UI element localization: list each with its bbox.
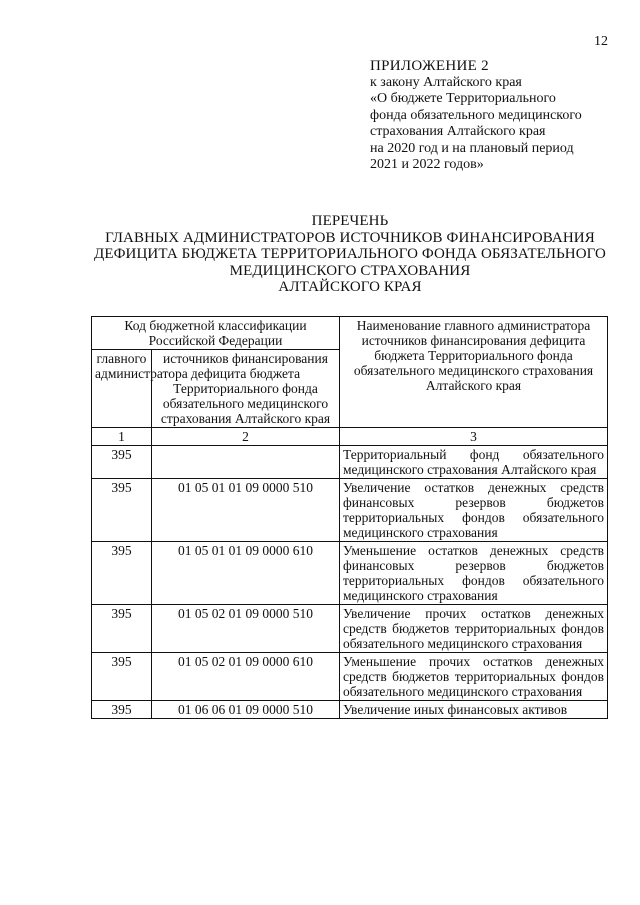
admin-code: 395 <box>92 446 152 479</box>
appendix-block <box>370 58 582 174</box>
source-name: Уменьшение остатков денежных средств финансовых резервов бюджетов территориальных фондов обязательного медицинского страхования <box>340 542 608 605</box>
source-name: Увеличение иных финансовых активов <box>340 701 608 719</box>
admin-code: 395 <box>92 701 152 719</box>
source-code: 01 06 06 01 09 0000 510 <box>152 701 340 719</box>
document-title <box>60 213 640 296</box>
appendix-line: 2021 и 2022 годов» <box>370 157 484 172</box>
appendix-line: на 2020 год и на плановый период <box>370 140 574 156</box>
table-row <box>92 542 608 605</box>
title-line: АЛТАЙСКОГО КРАЯ <box>278 279 422 295</box>
col-number: 2 <box>152 428 340 446</box>
source-code: 01 05 01 01 09 0000 510 <box>152 479 340 542</box>
header-name: Наименование главного администратора источников финансирования дефицита бюджета Территориального фонда обязательного медицинского страхования Алтайского края <box>340 317 608 428</box>
appendix-line: к закону Алтайского края <box>370 74 522 90</box>
appendix-line: «О бюджете Территориального <box>370 91 556 106</box>
title-line: ПЕРЕЧЕНЬ <box>311 213 389 229</box>
header-kbk: Код бюджетной классификации Российской Федерации <box>92 317 340 350</box>
col-number: 1 <box>92 428 152 446</box>
table-row <box>92 605 608 653</box>
appendix-line: страхования Алтайского края <box>370 124 546 139</box>
source-code: 01 05 02 01 09 0000 610 <box>152 653 340 701</box>
admin-code: 395 <box>92 605 152 653</box>
header-sources: источников финансирования дефицита бюджета Территориального фонда обязательного медицинского страхования Алтайского края <box>152 350 340 428</box>
appendix-line: ПРИЛОЖЕНИЕ 2 <box>370 58 489 74</box>
header-admin: главного администратора <box>92 350 152 428</box>
table-row <box>92 701 608 719</box>
administrators-table <box>91 316 608 719</box>
title-line: ДЕФИЦИТА БЮДЖЕТА ТЕРРИТОРИАЛЬНОГО ФОНДА ОБЯЗАТЕЛЬНОГО <box>94 246 606 262</box>
col-number: 3 <box>340 428 608 446</box>
table-row <box>92 446 608 479</box>
table-row <box>92 479 608 542</box>
source-code: 01 05 01 01 09 0000 610 <box>152 542 340 605</box>
source-name: Территориальный фонд обязательного медицинского страхования Алтайского края <box>340 446 608 479</box>
admin-code: 395 <box>92 653 152 701</box>
admin-code: 395 <box>92 542 152 605</box>
source-code <box>152 446 340 479</box>
admin-code: 395 <box>92 479 152 542</box>
title-line: ГЛАВНЫХ АДМИНИСТРАТОРОВ ИСТОЧНИКОВ ФИНАНСИРОВАНИЯ <box>105 229 595 246</box>
source-name: Уменьшение прочих остатков денежных средств бюджетов территориальных фондов обязательного медицинского страхования <box>340 653 608 701</box>
source-code: 01 05 02 01 09 0000 510 <box>152 605 340 653</box>
source-name: Увеличение остатков денежных средств финансовых резервов бюджетов территориальных фондов обязательного медицинского страхования <box>340 479 608 542</box>
table-row <box>92 653 608 701</box>
title-line: МЕДИЦИНСКОГО СТРАХОВАНИЯ <box>229 262 471 279</box>
page-number: 12 <box>594 34 608 49</box>
source-name: Увеличение прочих остатков денежных средств бюджетов территориальных фондов обязательного медицинского страхования <box>340 605 608 653</box>
appendix-line: фонда обязательного медицинского <box>370 107 582 123</box>
